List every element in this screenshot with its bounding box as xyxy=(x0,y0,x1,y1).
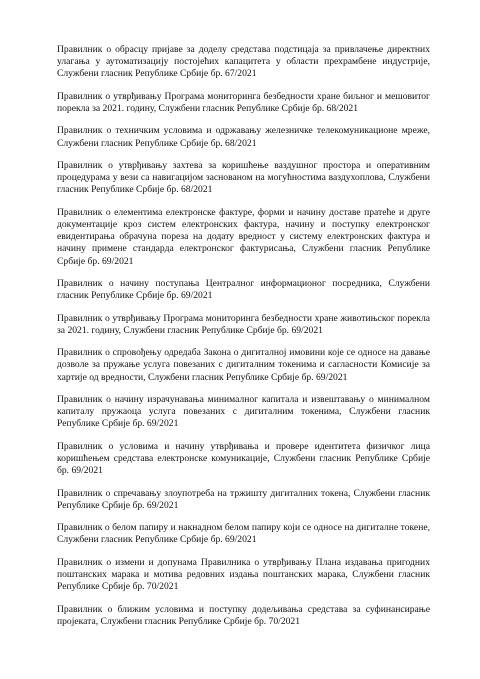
list-item: Правилник о техничким условима и одржавању железничке телекомуникационе мреже, Службени гласник Републике Србије бр. 68/2021 xyxy=(57,125,430,149)
list-item: Правилник о утврђивању Програма мониторинга безбедности хране биљног и мешовитог порекла за 2021. годину, Службени гласник Републике Србије бр. 68/2021 xyxy=(57,90,430,114)
list-item: Правилник о обрасцу пријаве за доделу средстава подстицаја за привлачење директних улагања у аутоматизацију постојећих капацитета у области прехрамбене индустрије, Службени гласник Републике Србије бр. 67/2021 xyxy=(57,44,430,80)
list-item: Правилник о начину израчунавања минималног капитала и извештавању о минималном капиталу пружаоца услуга повезаних с дигиталним токенима, Службени гласник Републике Србије бр. 69/2021 xyxy=(57,393,430,430)
list-item: Правилник о ближим условима и поступку додељивања средстава за суфинансирање пројеката, Службени гласник Републике Србије бр. 70/2021 xyxy=(57,603,430,627)
list-item: Правилник о начину поступања Централног информационог посредника, Службени гласник Републике Србије бр. 69/2021 xyxy=(57,277,430,302)
list-item: Правилник о условима и начину утврђивања и провере идентитета физичког лица коришћењем средстава електронске комуникације, Службени гласник Републике Србије бр. 69/2021 xyxy=(57,440,430,477)
list-item: Правилник о утврђивању Програма мониторинга безбедности хране животињског порекла за 2021. годину, Службени гласник Републике Србије бр. 69/2021 xyxy=(57,312,430,336)
list-item: Правилник о белом папиру и накнадном белом папиру који се односе на дигиталне токене, Службени гласник Републике Србије бр. 69/2021 xyxy=(57,522,430,546)
regulations-list xyxy=(57,44,430,638)
list-item: Правилник о спровођењу одредаба Закона о дигиталној имовини које се односе на давање дозволе за пружање услуга повезаних с дигиталним токенима и сагласности Комисије за хартије од вредности, Службени гласник Републике Србије бр. 69/2021 xyxy=(57,347,430,383)
list-item: Правилник о елементима електронске фактуре, форми и начину доставе пратеће и друге документације кроз систем електронских фактура, начину и поступку електронског евидентирања обрачуна пореза на додату вредност у систему електронских фактура и начину примене стандарда електронског фактурисања, Службени гласник Републике Србије бр. 69/2021 xyxy=(57,206,430,267)
list-item: Правилник о спречавању злоупотреба на тржишту дигиталних токена, Службени гласник Републике Србије бр. 69/2021 xyxy=(57,487,430,511)
list-item: Правилник о утврђивању захтева за коришћење ваздушног простора и оперативним процедурама у вези са навигацијом заснованом на могућностима ваздухоплова, Службени гласник Републике Србије бр. 68/2021 xyxy=(57,159,430,196)
list-item: Правилник о измени и допунама Правилника о утврђивању Плана издавања пригодних поштанских марака и мотива редовних издања поштанских марака, Службени гласник Републике Србије бр. 70/2021 xyxy=(57,556,430,593)
